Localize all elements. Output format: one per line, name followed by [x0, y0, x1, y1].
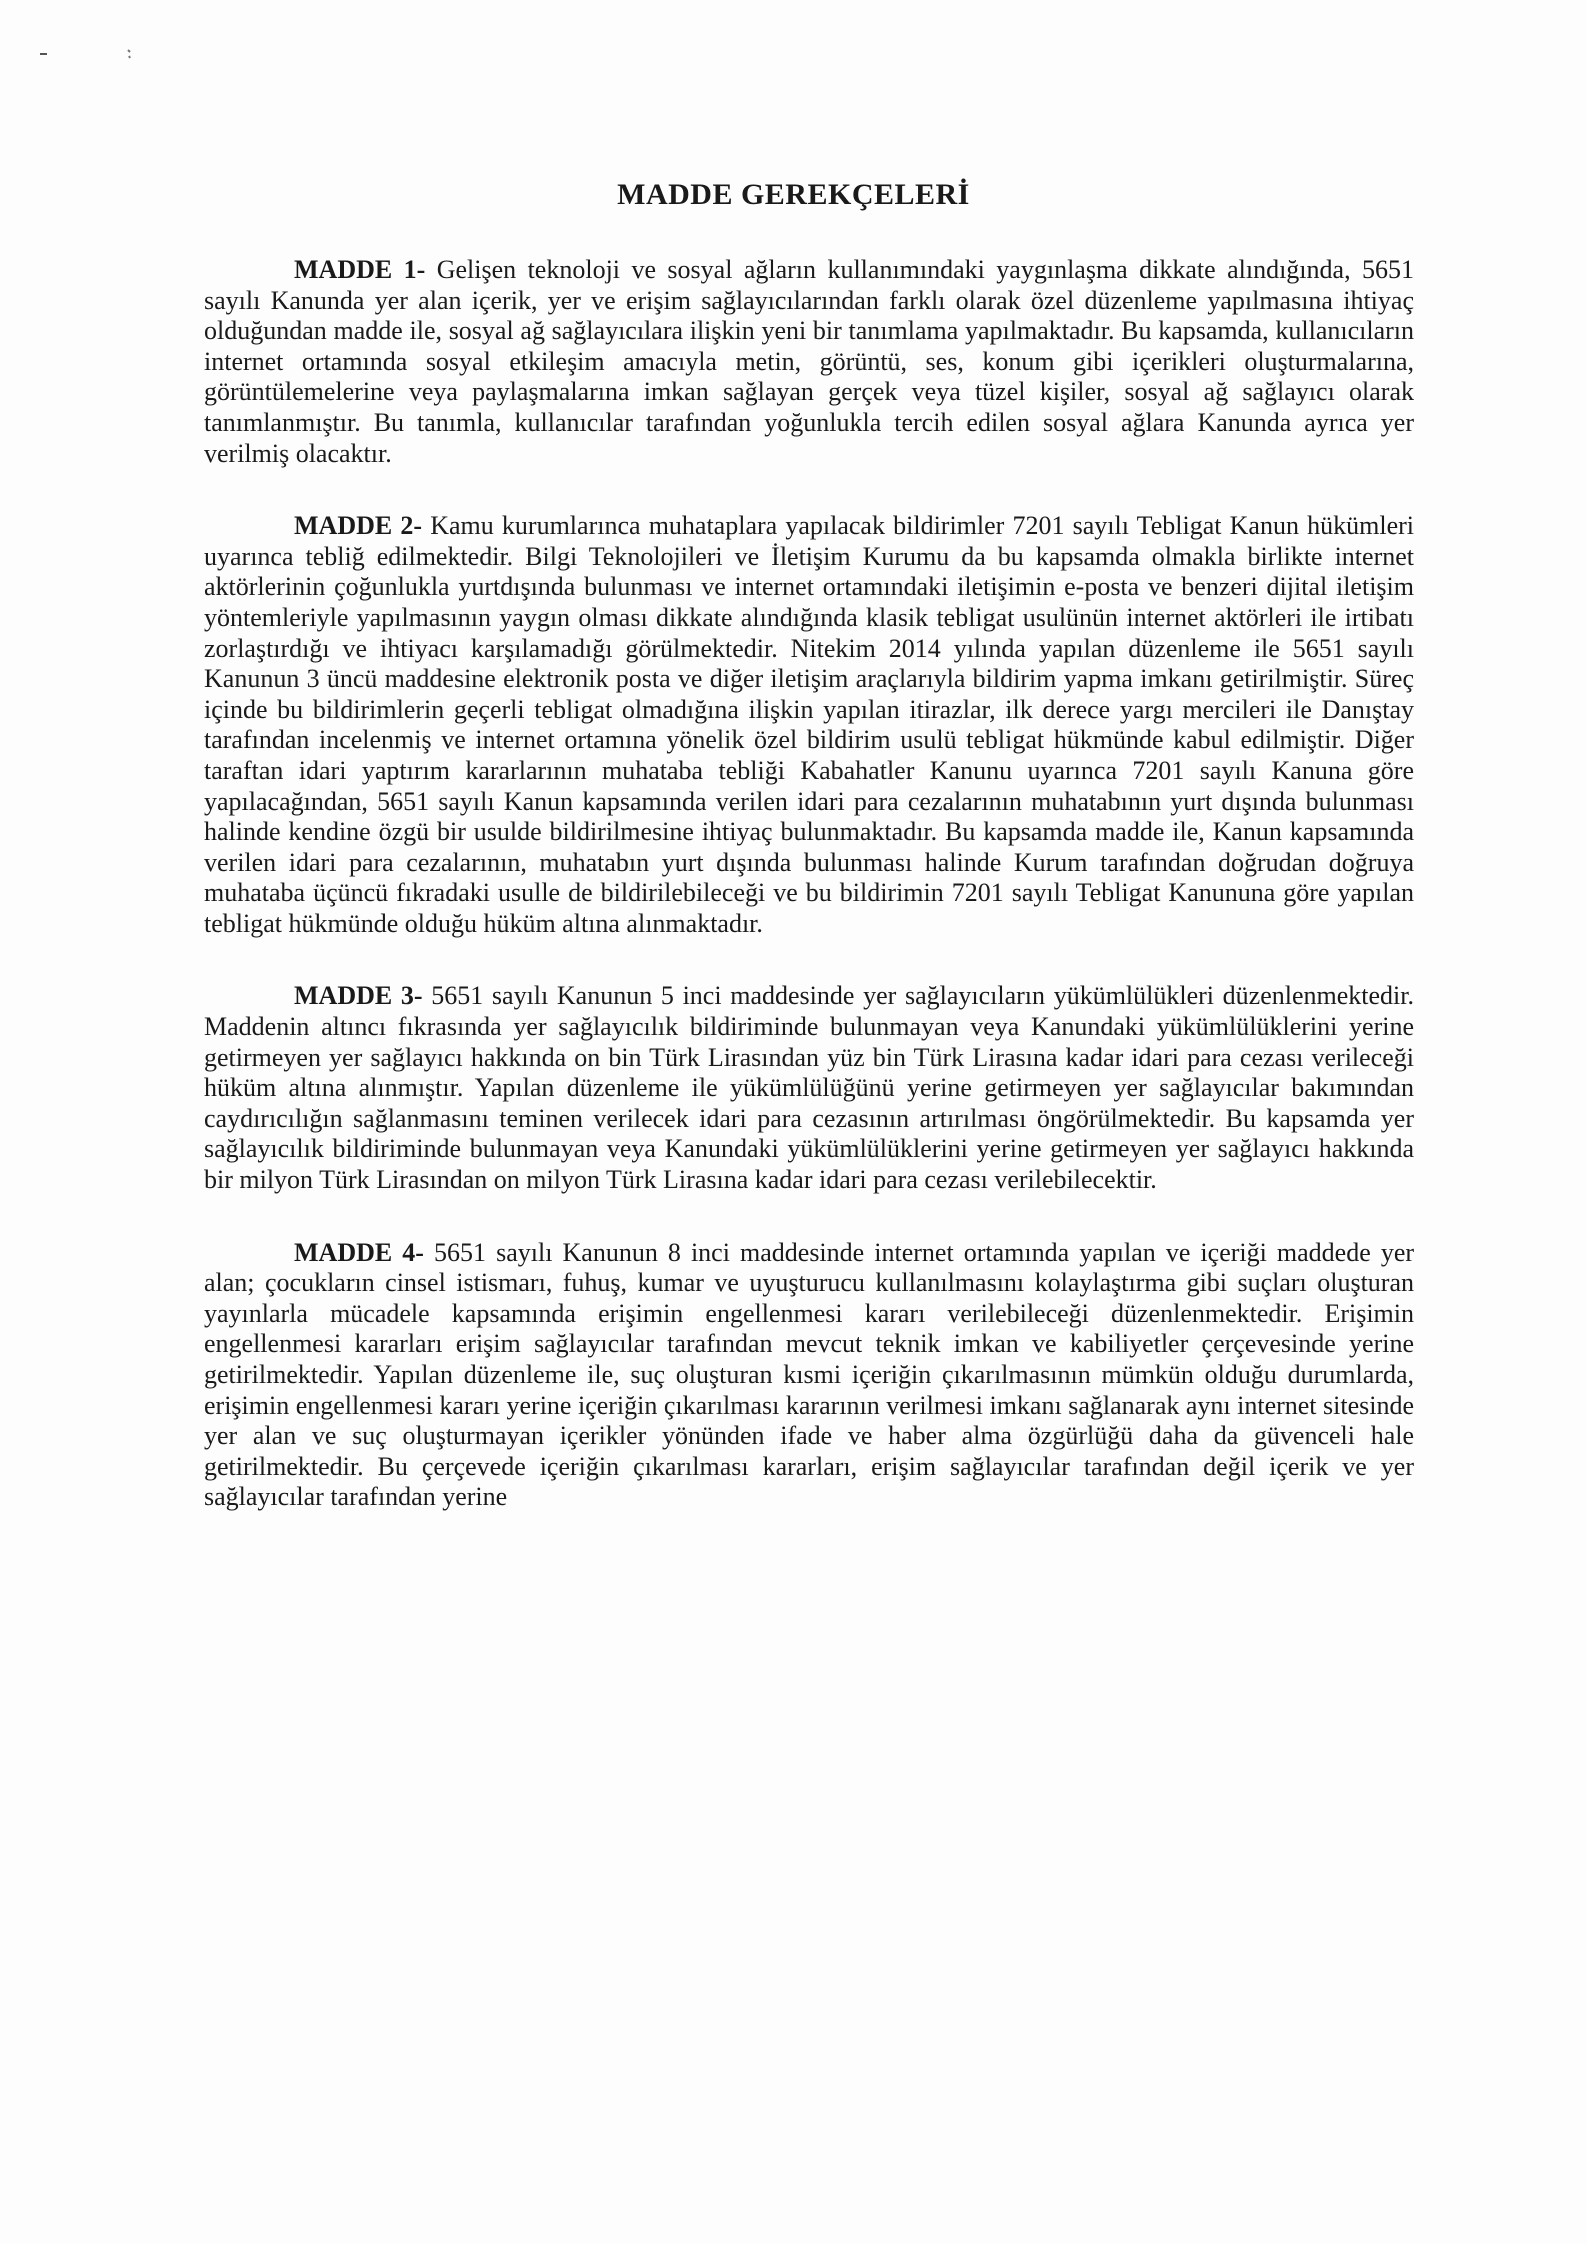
article-madde-1	[204, 255, 1414, 469]
document-body	[204, 255, 1414, 1555]
document-title: MADDE GEREKÇELERİ	[617, 178, 970, 211]
article-madde-4	[204, 1238, 1414, 1513]
article-heading: MADDE 2-	[294, 511, 423, 541]
article-madde-3	[204, 981, 1414, 1195]
article-madde-2	[204, 511, 1414, 939]
article-text: Gelişen teknoloji ve sosyal ağların kullanımındaki yaygınlaşma dikkate alındığında, 5651 sayılı Kanunda yer alan içerik, yer ve erişim sağlayıcılarından farklı olarak özel düzenleme yapılmasına ihtiyaç olduğundan madde ile, sosyal ağ sağlayıcılara ilişkin yeni bir tanımlama yapılmaktadır. Bu kapsamda, kullanıcıların internet ortamında sosyal etkileşim amacıyla metin, görüntü, ses, konum gibi içerikleri oluşturmalarına, görüntülemelerine veya paylaşmalarına imkan sağlayan gerçek veya tüzel kişiler, sosyal ağ sağlayıcı olarak tanımlanmıştır. Bu tanımla, kullanıcılar tarafından yoğunlukla tercih edilen sosyal ağlara Kanunda ayrıca yer verilmiş olacaktır.	[204, 255, 1414, 468]
article-heading: MADDE 1-	[294, 255, 426, 284]
article-heading: MADDE 4-	[294, 1237, 424, 1267]
scan-artifact-marks	[40, 42, 160, 62]
article-text: Kamu kurumlarınca muhataplara yapılacak bildirimler 7201 sayılı Tebligat Kanun hükümleri uyarınca tebliğ edilmektedir. Bilgi Teknolojileri ve İletişim Kurumu da bu kapsamda olmakla birlikte internet aktörlerinin çoğunlukla yurtdışında bulunması ve internet ortamındaki iletişimin e-posta ve benzeri dijital iletişim yöntemleriyle yapılmasının yaygın olması dikkate alındığında klasik tebligat usulünün internet aktörleri ile irtibatı zorlaştırdığı ve ihtiyacı karşılamadığı görülmektedir. Nitekim 2014 yılında yapılan düzenleme ile 5651 sayılı Kanunun 3 üncü maddesine elektronik posta ve diğer iletişim araçlarıyla bildirim yapma imkanı getirilmiştir. Süreç içinde bu bildirimlerin geçerli tebligat olmadığına ilişkin yapılan itirazlar, ilk derece yargı mercileri ile Danıştay tarafından incelenmiş ve internet ortamına yönelik özel bildirim usulü tebligat hükmünde kabul edilmiştir. Diğer taraftan idari yaptırım kararlarının muhataba tebliği Kabahatler Kanunu uyarınca 7201 sayılı Kanuna göre yapılacağından, 5651 sayılı Kanun kapsamında verilen idari para cezalarının muhatabının yurt dışında bulunması halinde kendine özgü bir usulde bildirilmesine ihtiyaç bulunmaktadır. Bu kapsamda madde ile, Kanun kapsamında verilen idari para cezalarının, muhatabın yurt dışında bulunması halinde Kurum tarafından doğrudan doğruya muhataba üçüncü fıkradaki usulle de bildirilebileceği ve bu bildirimin 7201 sayılı Tebligat Kanununa göre yapılan tebligat hükmünde olduğu hüküm altına alınmaktadır.	[204, 511, 1415, 938]
article-heading: MADDE 3-	[294, 981, 423, 1011]
article-text: 5651 sayılı Kanunun 5 inci maddesinde yer sağlayıcıların yükümlülükleri düzenlenmektedir. Maddenin altıncı fıkrasında yer sağlayıcılık bildiriminde bulunmayan veya Kanundaki yükümlülüklerini yerine getirmeyen yer sağlayıcı hakkında on bin Türk Lirasından yüz bin Türk Lirasına kadar idari para cezası verileceği hüküm altına alınmıştır. Yapılan düzenleme ile yükümlülüğünü yerine getirmeyen yer sağlayıcılar bakımından caydırıcılığın sağlanmasını teminen verilecek idari para cezasının artırılması öngörülmektedir. Bu kapsamda yer sağlayıcılık bildiriminde bulunmayan veya Kanundaki yükümlülüklerini yerine getirmeyen yer sağlayıcı hakkında bir milyon Türk Lirasından on milyon Türk Lirasına kadar idari para cezası verilebilecektir.	[204, 981, 1415, 1195]
article-text: 5651 sayılı Kanunun 8 inci maddesinde internet ortamında yapılan ve içeriği maddede yer alan; çocukların cinsel istismarı, fuhuş, kumar ve uyuşturucu kullanılmasını kolaylaştırma gibi suçları oluşturan yayınlarla mücadele kapsamında erişimin engellenmesi kararı verilebileceği düzenlenmektedir. Erişimin engellenmesi kararları erişim sağlayıcılar tarafından mevcut teknik imkan ve kabiliyetler çerçevesinde yerine getirilmektedir. Yapılan düzenleme ile, suç oluşturan kısmi içeriğin çıkarılmasının mümkün olduğu durumlarda, erişimin engellenmesi kararı yerine içeriğin çıkarılması kararının verilmesi imkanı sağlanarak aynı internet sitesinde yer alan ve suç oluşturmayan içerikler yönünden ifade ve haber alma özgürlüğü daha da güvenceli hale getirilmektedir. Bu çerçevede içeriğin çıkarılması kararları, erişim sağlayıcılar tarafından değil içerik ve yer sağlayıcılar tarafından yerine	[204, 1237, 1415, 1512]
